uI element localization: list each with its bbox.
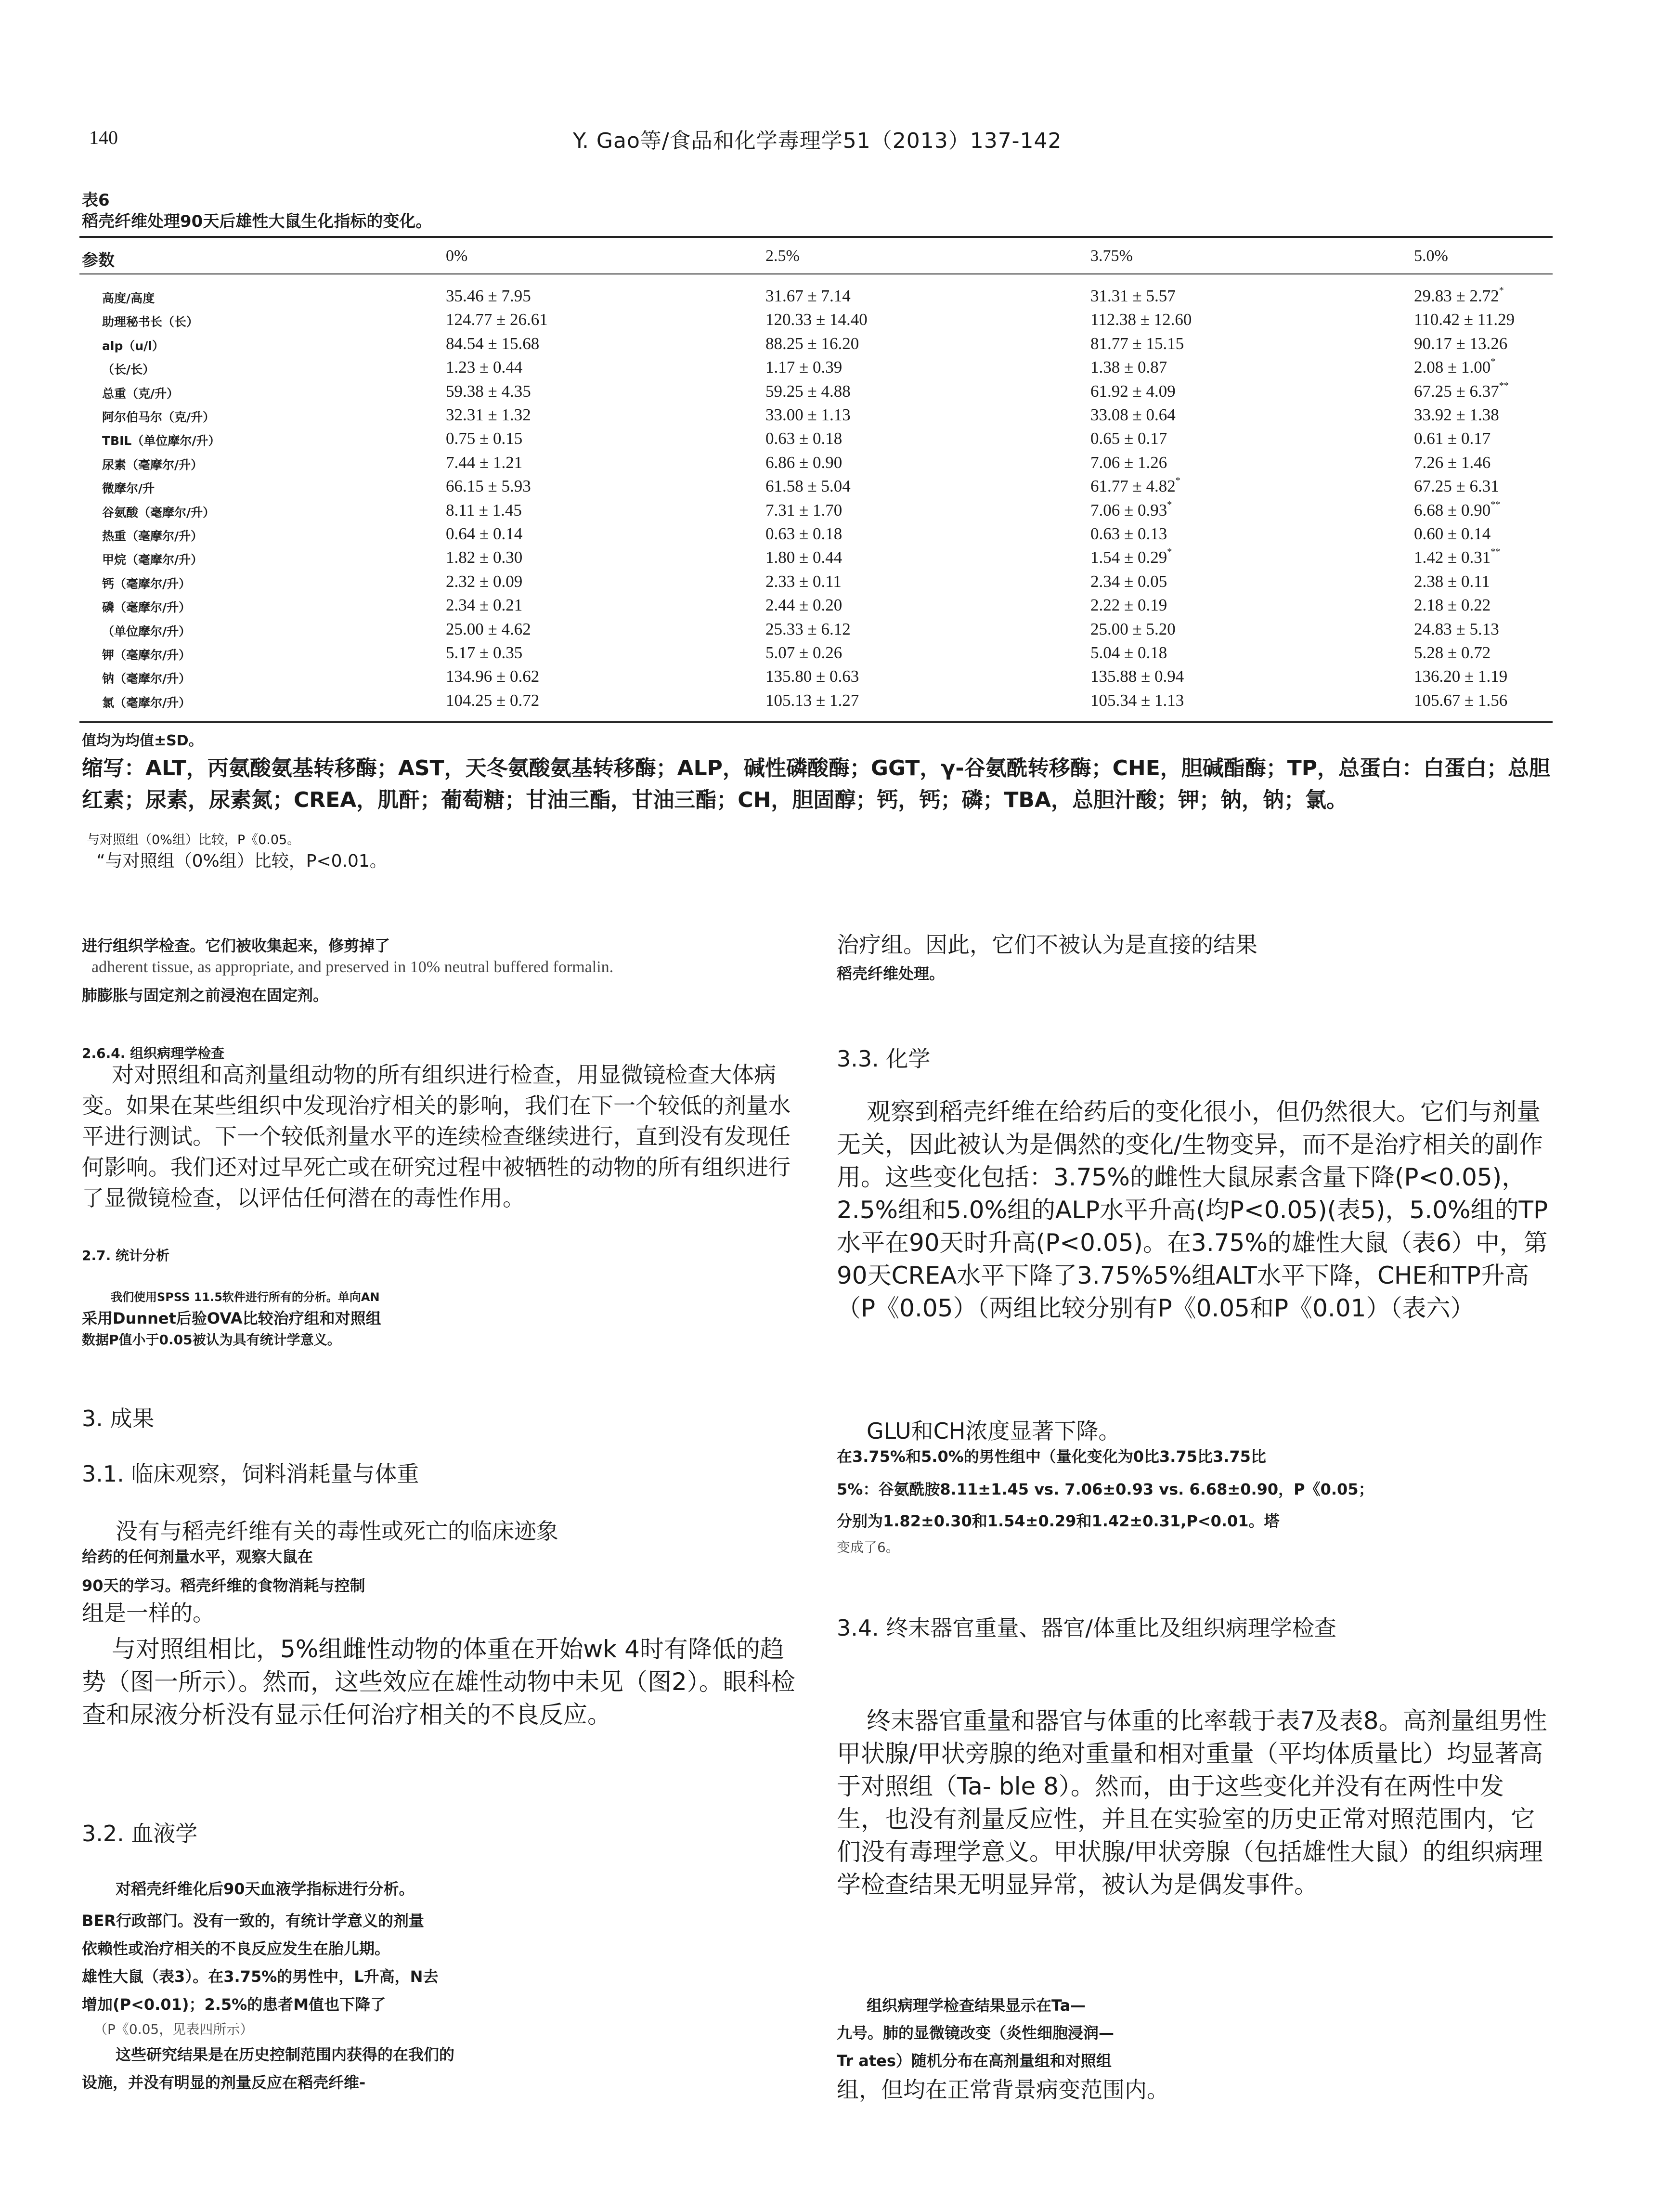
table-cell	[1414, 358, 1495, 377]
table-cell	[446, 524, 522, 544]
stats-line-1: 我们使用SPSS 11.5软件进行所有的分析。单向AN	[111, 1290, 380, 1304]
significance-marker: **	[1491, 499, 1501, 510]
table-cell	[765, 286, 851, 306]
cell-value: 33.00 ± 1.13	[765, 405, 851, 424]
table-cell	[446, 620, 531, 639]
table-row-param: 微摩尔/升	[102, 481, 155, 495]
stats-line-3: 数据P值小于0.05被认为具有统计学意义。	[82, 1332, 341, 1348]
significance-marker: *	[1491, 356, 1496, 367]
heading-3-2: 3.2. 血液学	[82, 1821, 198, 1847]
table-cell	[446, 477, 531, 496]
table-cell	[1090, 667, 1184, 686]
cell-value: 67.25 ± 6.31	[1414, 477, 1499, 495]
cell-value: 7.26 ± 1.46	[1414, 453, 1491, 472]
table-bottom-rule	[79, 721, 1553, 723]
table-label: 表6	[82, 191, 110, 210]
cell-value: 29.83 ± 2.72	[1414, 286, 1499, 305]
cell-value: 31.31 ± 5.57	[1090, 286, 1176, 305]
cell-value: 31.67 ± 7.14	[765, 286, 851, 305]
cell-value: 90.17 ± 13.26	[1414, 334, 1508, 353]
clinical-line-1: 没有与稻壳纤维有关的毒性或死亡的临床迹象	[116, 1518, 558, 1544]
table-row-param: 总重（克/升）	[102, 387, 179, 401]
table-row-param: 钙（毫摩尔/升）	[102, 577, 191, 591]
significance-marker: *	[1499, 285, 1504, 296]
table-row-param: 尿素（毫摩尔/升）	[102, 458, 203, 472]
glu-line-5: 变成了6。	[837, 1539, 899, 1555]
cell-value: 5.17 ± 0.35	[446, 643, 523, 662]
cell-value: 5.28 ± 0.72	[1414, 643, 1491, 662]
cell-value: 84.54 ± 15.68	[446, 334, 540, 353]
hematology-line-6: （P《0.05，见表四所示）	[94, 2021, 254, 2037]
table-cell	[446, 382, 531, 401]
table-cell	[765, 596, 842, 615]
table-cell	[446, 405, 531, 425]
stats-line-2: 采用Dunnet后验OVA比较治疗组和对照组	[82, 1309, 381, 1327]
table-cell	[765, 477, 851, 496]
heading-3: 3. 成果	[82, 1405, 155, 1431]
table-cell	[446, 286, 531, 306]
hematology-line-5: 增加(P<0.01)；2.5%的患者M值也下降了	[82, 1995, 386, 2014]
clinical-line-2: 给药的任何剂量水平，观察大鼠在	[82, 1548, 313, 1566]
table-row-param: 钾（毫摩尔/升）	[102, 648, 191, 662]
table-cell	[1414, 691, 1507, 710]
hematology-line-2: BER行政部门。没有一致的，有统计学意义的剂量	[82, 1912, 424, 1930]
significance-marker: *	[1167, 499, 1172, 510]
table-cell	[446, 334, 539, 353]
cell-value: 135.80 ± 0.63	[765, 667, 859, 686]
histo-line-2: 九号。肺的显微镜改变（炎性细胞浸润—	[837, 2024, 1115, 2042]
table-cell	[446, 548, 522, 567]
significance-marker: *	[1167, 546, 1172, 558]
glu-line-3: 5%：谷氨酰胺8.11±1.45 vs. 7.06±0.93 vs. 6.68±0.90，P《0.05；	[837, 1480, 1374, 1498]
table-row-param: （单位摩尔/升）	[102, 625, 191, 638]
cell-value: 66.15 ± 5.93	[446, 477, 531, 495]
right-line-2: 稻壳纤维处理。	[837, 964, 945, 983]
table-cell	[765, 501, 842, 520]
table-cell	[1090, 691, 1184, 710]
cell-value: 1.17 ± 0.39	[765, 358, 842, 377]
cell-value: 2.34 ± 0.05	[1090, 572, 1167, 591]
table-row-param: 氯（毫摩尔/升）	[102, 696, 191, 710]
heading-3-4: 3.4. 终末器官重量、器官/体重比及组织病理学检查	[837, 1615, 1336, 1641]
cell-value: 61.77 ± 4.82	[1090, 477, 1176, 495]
cell-value: 24.83 ± 5.13	[1414, 620, 1499, 638]
cell-value: 6.68 ± 0.90	[1414, 501, 1491, 520]
table-cell	[446, 572, 522, 591]
cell-value: 7.06 ± 0.93	[1090, 501, 1167, 520]
table-row-param: （长/长）	[102, 363, 155, 377]
table-cell	[765, 691, 859, 710]
cell-value: 0.75 ± 0.15	[446, 429, 523, 448]
column-header-3-75pct: 3.75%	[1090, 247, 1133, 265]
significance-marker: **	[1499, 380, 1509, 391]
table-cell	[1090, 572, 1167, 591]
cell-value: 67.25 ± 6.37	[1414, 382, 1499, 401]
table-row-param: 热重（毫摩尔/升）	[102, 529, 203, 543]
histo-line-4: 组，但均在正常背景病变范围内。	[837, 2077, 1169, 2103]
page-number: 140	[89, 127, 118, 148]
cell-value: 61.92 ± 4.09	[1090, 382, 1176, 401]
cell-value: 33.08 ± 0.64	[1090, 405, 1176, 424]
table-cell	[765, 524, 842, 544]
table-cell	[446, 429, 522, 448]
table-row-param: TBIL（单位摩尔/升）	[102, 434, 220, 448]
cell-value: 25.00 ± 4.62	[446, 620, 531, 638]
table-cell	[1090, 596, 1167, 615]
significance-marker: *	[1175, 475, 1180, 486]
table-cell	[446, 643, 522, 663]
table-cell	[1090, 643, 1167, 663]
clinical-line-4: 组是一样的。	[82, 1600, 215, 1626]
table-cell	[1414, 667, 1507, 686]
cell-value: 105.13 ± 1.27	[765, 691, 859, 710]
cell-value: 112.38 ± 12.60	[1090, 310, 1192, 329]
heading-2-6-4: 2.6.4. 组织病理学检查	[82, 1045, 225, 1061]
table-cell	[1414, 334, 1507, 353]
cell-value: 0.63 ± 0.18	[765, 524, 842, 543]
table-cell	[1414, 572, 1490, 591]
glu-line-2: 在3.75%和5.0%的男性组中（量化变化为0比3.75比3.75比	[837, 1447, 1266, 1466]
glu-line-4: 分别为1.82±0.30和1.54±0.29和1.42±0.31,P<0.01。塔	[837, 1512, 1280, 1530]
hematology-line-3: 依赖性或治疗相关的不良反应发生在胎儿期。	[82, 1939, 390, 1958]
table-cell	[1090, 524, 1167, 544]
significance-note-2: “与对照组（0%组）比较，P<0.01。	[96, 851, 387, 871]
table-cell	[446, 310, 548, 329]
histo-line-1: 组织病理学检查结果显示在Ta—	[867, 1996, 1086, 2015]
cell-value: 1.42 ± 0.31	[1414, 548, 1491, 567]
cell-value: 124.77 ± 26.61	[446, 310, 548, 329]
table-row-param: 助理秘书长（长）	[102, 315, 199, 329]
table-cell	[765, 405, 851, 425]
cell-value: 88.25 ± 16.20	[765, 334, 859, 353]
significance-marker: **	[1491, 546, 1501, 558]
cell-value: 1.54 ± 0.29	[1090, 548, 1167, 567]
table-cell	[1414, 524, 1491, 544]
table-cell	[1090, 501, 1172, 520]
cell-value: 0.63 ± 0.13	[1090, 524, 1167, 543]
table-cell	[1090, 286, 1176, 306]
table-cell	[1414, 477, 1499, 496]
table-cell	[765, 643, 842, 663]
table-cell	[1090, 334, 1184, 353]
table-cell	[446, 691, 539, 710]
cell-value: 1.82 ± 0.30	[446, 548, 523, 567]
paragraph-3-4: 终末器官重量和器官与体重的比率载于表7及表8。高剂量组男性甲状腺/甲状旁腺的绝对重量和相对重量（平均体质量比）均显著高于对照组（Ta- ble 8）。然而，由于这些变化并没有在两性中发生，也没有剂量反应性，并且在实验室的历史正常对照范围内，它们没有毒理学意义。甲状腺/甲状旁腺（包括雄性大鼠）的组织病理学检查结果无明显异常，被认为是偶发事件。	[837, 1707, 1547, 1899]
cell-value: 120.33 ± 14.40	[765, 310, 868, 329]
table-cell	[765, 382, 851, 401]
table-cell	[765, 572, 842, 591]
cell-value: 7.06 ± 1.26	[1090, 453, 1167, 472]
hematology-line-4: 雄性大鼠（表3）。在3.75%的男性中，L升高，N去	[82, 1967, 439, 1986]
cell-value: 35.46 ± 7.95	[446, 286, 531, 305]
heading-2-7: 2.7. 统计分析	[82, 1248, 169, 1263]
table-cell	[765, 548, 842, 567]
cell-value: 135.88 ± 0.94	[1090, 667, 1184, 686]
table-cell	[446, 667, 539, 686]
table-cell	[1414, 548, 1500, 567]
table-cell	[1090, 310, 1192, 329]
cell-value: 81.77 ± 15.15	[1090, 334, 1184, 353]
table-cell	[1090, 453, 1167, 472]
cell-value: 2.34 ± 0.21	[446, 596, 523, 614]
table-note-values: 值均为均值±SD。	[82, 732, 203, 749]
cell-value: 25.00 ± 5.20	[1090, 620, 1176, 638]
table-row-param: 高度/高度	[102, 291, 155, 305]
table-caption: 稻壳纤维处理90天后雄性大鼠生化指标的变化。	[82, 212, 432, 231]
column-header-0pct: 0%	[446, 247, 468, 265]
cell-value: 2.08 ± 1.00	[1414, 358, 1491, 377]
glu-line-1: GLU和CH浓度显著下降。	[867, 1418, 1121, 1444]
left-line-2: adherent tissue, as appropriate, and preserved in 10% neutral buffered formalin.	[91, 958, 614, 976]
clinical-line-3: 90天的学习。稻壳纤维的食物消耗与控制	[82, 1576, 365, 1595]
running-head: Y. Gao等/食品和化学毒理学51（2013）137-142	[573, 129, 1062, 153]
cell-value: 0.63 ± 0.18	[765, 429, 842, 448]
cell-value: 32.31 ± 1.32	[446, 405, 531, 424]
heading-3-1: 3.1. 临床观察，饲料消耗量与体重	[82, 1461, 419, 1487]
cell-value: 33.92 ± 1.38	[1414, 405, 1499, 424]
table-cell	[446, 596, 522, 615]
hematology-line-1: 对稻壳纤维化后90天血液学指标进行分析。	[116, 1880, 415, 1898]
hematology-line-8: 设施，并没有明显的剂量反应在稻壳纤维-	[82, 2073, 366, 2092]
cell-value: 7.31 ± 1.70	[765, 501, 842, 520]
cell-value: 2.44 ± 0.20	[765, 596, 842, 614]
cell-value: 0.64 ± 0.14	[446, 524, 523, 543]
table-top-rule	[79, 236, 1553, 238]
table-cell	[765, 453, 842, 472]
cell-value: 105.67 ± 1.56	[1414, 691, 1508, 710]
cell-value: 104.25 ± 0.72	[446, 691, 540, 710]
paragraph-2-6-4: 对对照组和高剂量组动物的所有组织进行检查，用显微镜检查大体病变。如果在某些组织中发现治疗相关的影响，我们在下一个较低的剂量水平进行测试。下一个较低剂量水平的连续检查继续进行，直到没有发现任何影响。我们还对过早死亡或在研究过程中被牺牲的动物的所有组织进行了显微镜检查，以评估任何潜在的毒性作用。	[82, 1062, 791, 1211]
cell-value: 5.07 ± 0.26	[765, 643, 842, 662]
table-abbreviations: 缩写：ALT，丙氨酸氨基转移酶；AST，天冬氨酸氨基转移酶；ALP，碱性磷酸酶；GGT，γ-谷氨酰转移酶；CHE，胆碱酯酶；TP，总蛋白：白蛋白；总胆红素；尿素，尿素氮；CREA，肌酐；葡萄糖；甘油三酯，甘油三酯；CH，胆固醇；钙，钙；磷；TBA，总胆汁酸；钾；钠，钠；氯。	[82, 756, 1551, 812]
table-cell	[1414, 382, 1509, 401]
table-header-rule	[79, 273, 1553, 274]
paragraph-3-1: 与对照组相比，5%组雌性动物的体重在开始wk 4时有降低的趋势（图一所示）。然而，这些效应在雄性动物中未见（图2）。眼科检查和尿液分析没有显示任何治疗相关的不良反应。	[82, 1635, 795, 1729]
heading-3-3: 3.3. 化学	[837, 1046, 931, 1072]
table-cell	[1414, 643, 1491, 663]
cell-value: 25.33 ± 6.12	[765, 620, 851, 638]
left-line-3: 肺膨胀与固定剂之前浸泡在固定剂。	[82, 986, 329, 1004]
table-cell	[1090, 620, 1176, 639]
cell-value: 0.61 ± 0.17	[1414, 429, 1491, 448]
right-line-1: 治疗组。因此，它们不被认为是直接的结果	[837, 932, 1257, 958]
table-cell	[1414, 453, 1491, 472]
column-header-param: 参数	[82, 251, 115, 270]
cell-value: 6.86 ± 0.90	[765, 453, 842, 472]
cell-value: 2.32 ± 0.09	[446, 572, 523, 591]
cell-value: 110.42 ± 11.29	[1414, 310, 1515, 329]
table-cell	[1090, 429, 1167, 448]
table-row-param: alp（u/l）	[102, 339, 164, 353]
cell-value: 0.60 ± 0.14	[1414, 524, 1491, 543]
table-cell	[1090, 405, 1176, 425]
cell-value: 1.23 ± 0.44	[446, 358, 523, 377]
histo-line-3: Tr ates）随机分布在高剂量组和对照组	[837, 2052, 1112, 2070]
table-cell	[765, 620, 851, 639]
table-cell	[1090, 358, 1167, 377]
left-line-1: 进行组织学检查。它们被收集起来，修剪掉了	[82, 937, 390, 955]
cell-value: 59.25 ± 4.88	[765, 382, 851, 401]
cell-value: 2.22 ± 0.19	[1090, 596, 1167, 614]
table-cell	[765, 667, 859, 686]
significance-note-1: 与对照组（0%组）比较，P《0.05。	[87, 833, 300, 847]
table-cell	[765, 334, 859, 353]
paragraph-3-3: 观察到稻壳纤维在给药后的变化很小，但仍然很大。它们与剂量无关，因此被认为是偶然的变化/生物变异，而不是治疗相关的副作用。这些变化包括：3.75%的雌性大鼠尿素含量下降(P<0.05)，2.5%组和5.0%组的ALP水平升高(均P<0.05)(表5)，5.0%组的TP水平在90天时升高(P<0.05)。在3.75%的雄性大鼠（表6）中，第90天CREA水平下降了3.75%5%组ALT水平下降，CHE和TP升高（P《0.05）（两组比较分别有P《0.05和P《0.01）（表六）	[837, 1098, 1548, 1322]
cell-value: 7.44 ± 1.21	[446, 453, 523, 472]
table-cell	[1414, 501, 1500, 520]
table-row-param: 甲烷（毫摩尔/升）	[102, 553, 203, 567]
table-cell	[1090, 382, 1176, 401]
table-cell	[446, 358, 522, 377]
table-cell	[1090, 477, 1180, 496]
column-header-5pct: 5.0%	[1414, 247, 1448, 265]
cell-value: 1.80 ± 0.44	[765, 548, 842, 567]
cell-value: 2.38 ± 0.11	[1414, 572, 1490, 591]
table-cell	[1414, 620, 1499, 639]
cell-value: 5.04 ± 0.18	[1090, 643, 1167, 662]
table-cell	[765, 429, 842, 448]
table-cell	[765, 358, 842, 377]
table-cell	[765, 310, 868, 329]
cell-value: 1.38 ± 0.87	[1090, 358, 1167, 377]
table-cell	[1414, 405, 1499, 425]
table-cell	[1414, 596, 1491, 615]
table-cell	[446, 453, 522, 472]
table-row-param: 磷（毫摩尔/升）	[102, 600, 191, 614]
cell-value: 2.18 ± 0.22	[1414, 596, 1491, 614]
table-cell	[1414, 429, 1491, 448]
cell-value: 59.38 ± 4.35	[446, 382, 531, 401]
table-cell	[1414, 286, 1504, 306]
table-cell	[446, 501, 522, 520]
table-row-param: 钠（毫摩尔/升）	[102, 672, 191, 686]
hematology-line-7: 这些研究结果是在历史控制范围内获得的在我们的	[116, 2045, 455, 2064]
column-header-2-5pct: 2.5%	[765, 247, 800, 265]
cell-value: 0.65 ± 0.17	[1090, 429, 1167, 448]
table-cell	[1414, 310, 1515, 329]
cell-value: 105.34 ± 1.13	[1090, 691, 1184, 710]
cell-value: 61.58 ± 5.04	[765, 477, 851, 495]
cell-value: 2.33 ± 0.11	[765, 572, 842, 591]
cell-value: 136.20 ± 1.19	[1414, 667, 1508, 686]
table-row-param: 谷氨酸（毫摩尔/升）	[102, 506, 215, 520]
table-row-param: 阿尔伯马尔（克/升）	[102, 410, 215, 424]
table-cell	[1090, 548, 1172, 567]
cell-value: 134.96 ± 0.62	[446, 667, 540, 686]
cell-value: 8.11 ± 1.45	[446, 501, 522, 520]
